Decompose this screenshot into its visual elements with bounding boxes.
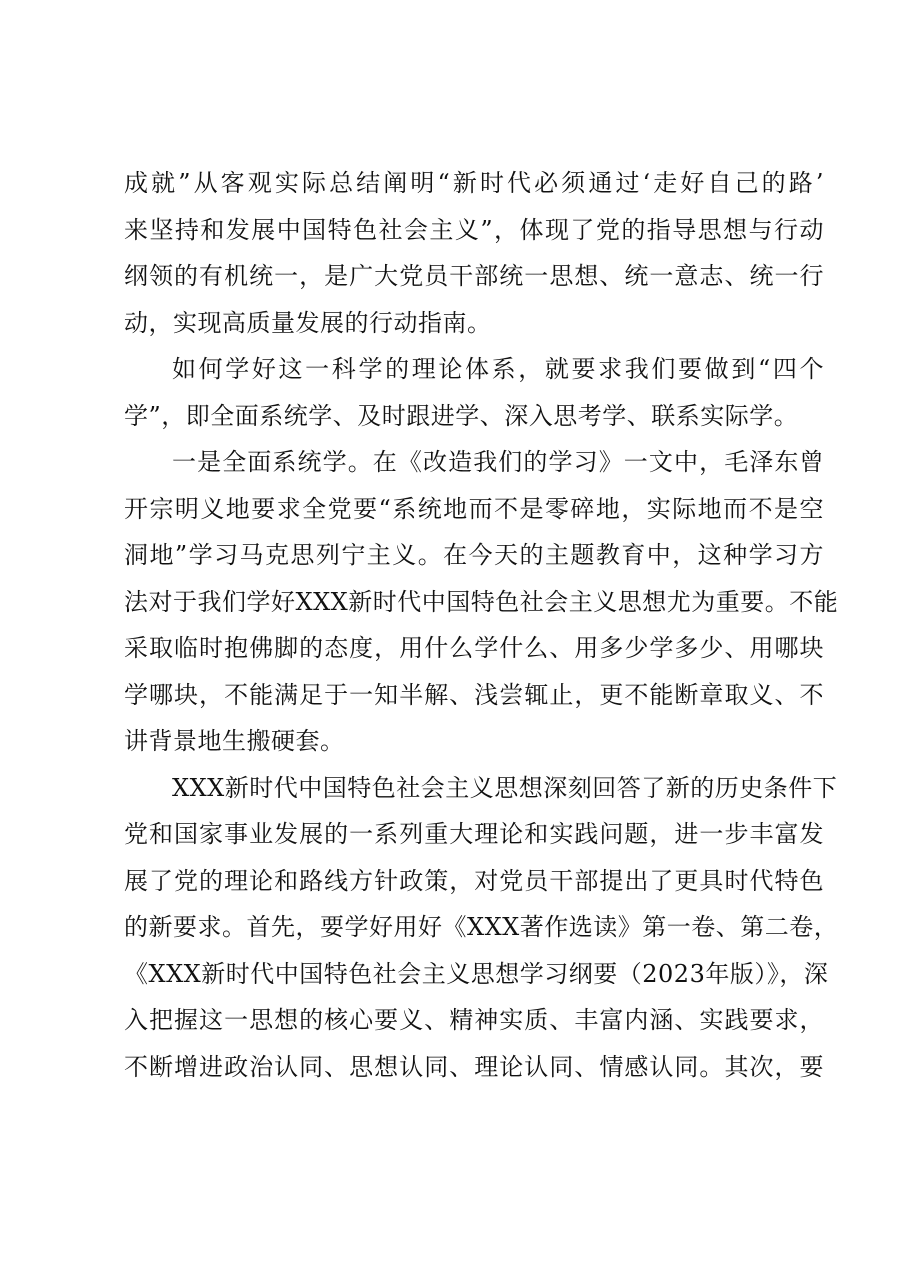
paragraph-first-line: 一是全面系统学。在《改造我们的学习》一文中，毛泽东曾 <box>172 448 824 476</box>
text-line: 不断增进政治认同、思想认同、理论认同、情感认同。其次，要 <box>124 1052 824 1081</box>
text-line: 法对于我们学好XXX新时代中国特色社会主义思想尤为重要。不能 <box>124 587 839 616</box>
text-line: 开宗明义地要求全党要“系统地而不是零碎地，实际地而不是空 <box>124 494 824 523</box>
text-line: 学”，即全面系统学、及时跟进学、深入思考学、联系实际学。 <box>124 401 799 430</box>
text-line: 成就”从客观实际总结阐明“新时代必须通过‘走好自己的路’ <box>124 169 824 197</box>
text-line: 来坚持和发展中国特色社会主义”，体现了党的指导思想与行动 <box>124 215 824 244</box>
text-line: 展了党的理论和路线方针政策，对党员干部提出了更具时代特色 <box>124 866 824 895</box>
text-line: 学哪块，不能满足于一知半解、浅尝辄止，更不能断章取义、不 <box>124 680 824 709</box>
text-line: 的新要求。首先，要学好用好《XXX著作选读》第一卷、第二卷， <box>124 913 839 941</box>
text-line: 入把握这一思想的核心要义、精神实质、丰富内涵、实践要求， <box>124 1006 824 1034</box>
text-line: 采取临时抱佛脚的态度，用什么学什么、用多少学多少、用哪块 <box>124 634 824 662</box>
text-line: 纲领的有机统一，是广大党员干部统一思想、统一意志、统一行 <box>124 262 824 290</box>
text-line: 洞地”学习马克思列宁主义。在今天的主题教育中，这种学习方 <box>124 541 824 569</box>
text-line: 《XXX新时代中国特色社会主义思想学习纲要（2023年版）》，深 <box>124 959 829 988</box>
text-line: 动，实现高质量发展的行动指南。 <box>124 308 492 337</box>
text-line: 讲背景地生搬硬套。 <box>124 727 345 755</box>
paragraph-first-line: 如何学好这一科学的理论体系，就要求我们要做到“四个 <box>172 355 824 383</box>
paragraph-first-line: XXX新时代中国特色社会主义思想深刻回答了新的历史条件下 <box>172 773 838 802</box>
document-body <box>124 160 839 1090</box>
text-line: 党和国家事业发展的一系列重大理论和实践问题，进一步丰富发 <box>124 820 824 848</box>
